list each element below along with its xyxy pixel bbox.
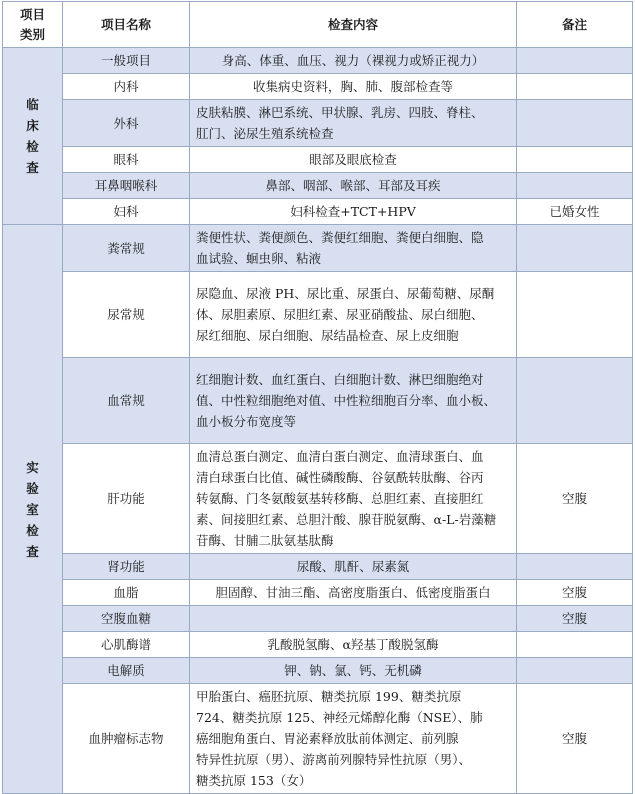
exam-items-table	[2, 1, 633, 794]
table-row	[3, 74, 633, 100]
item-content: 甲胎蛋白、癌胚抗原、糖类抗原 199、糖类抗原 724、糖类抗原 125、神经元烯醇化酶（NSE）、肺 癌细胞角蛋白、胃泌素释放肽前体测定、前列腺 特异性抗原（男）、游离前列腺特异性抗原（男）、 糖类抗原 153（女）	[190, 684, 517, 794]
item-note	[517, 100, 633, 147]
item-content: 尿隐血、尿液 PH、尿比重、尿蛋白、尿葡萄糖、尿酮 体、尿胆素原、尿胆红素、尿亚硝酸盐、尿白细胞、 尿红细胞、尿白细胞、尿结晶检查、尿上皮细胞	[190, 272, 517, 358]
item-content: 粪便性状、粪便颜色、粪便红细胞、粪便白细胞、隐 血试验、蛔虫卵、粘液	[190, 225, 517, 272]
item-content: 尿酸、肌酐、尿素氮	[190, 554, 517, 580]
item-content: 乳酸脱氢酶、α羟基丁酸脱氢酶	[190, 632, 517, 658]
item-note	[517, 74, 633, 100]
item-note	[517, 48, 633, 74]
item-name: 血常规	[63, 358, 190, 444]
item-name: 耳鼻咽喉科	[63, 173, 190, 199]
table-row	[3, 147, 633, 173]
item-name: 肝功能	[63, 444, 190, 554]
item-name: 肾功能	[63, 554, 190, 580]
table-row	[3, 100, 633, 147]
item-name: 粪常规	[63, 225, 190, 272]
item-content: 胆固醇、甘油三酯、高密度脂蛋白、低密度脂蛋白	[190, 580, 517, 606]
table-row	[3, 272, 633, 358]
item-note	[517, 554, 633, 580]
item-content: 眼部及眼底检查	[190, 147, 517, 173]
item-content: 收集病史资料，胸、肺、腹部检查等	[190, 74, 517, 100]
item-note	[517, 173, 633, 199]
item-note	[517, 147, 633, 173]
item-name: 内科	[63, 74, 190, 100]
item-name: 眼科	[63, 147, 190, 173]
item-content: 妇科检查+TCT+HPV	[190, 199, 517, 225]
category-laboratory: 实 验 室 检 查	[3, 225, 63, 794]
item-note: 已婚女性	[517, 199, 633, 225]
header-row	[3, 2, 633, 48]
item-content: 血清总蛋白测定、血清白蛋白测定、血清球蛋白、血 清白球蛋白比值、碱性磷酸酶、谷氨酰转肽酶、谷丙 转氨酶、门冬氨酸氨基转移酶、总胆红素、直接胆红 素、间接胆红素、总胆汁酸、腺苷脱氨酶、α-L-岩藻糖 苷酶、甘脯二肽氨基肽酶	[190, 444, 517, 554]
table-row	[3, 225, 633, 272]
table-row	[3, 632, 633, 658]
table-row	[3, 580, 633, 606]
table-row	[3, 358, 633, 444]
item-note	[517, 272, 633, 358]
header-category: 项目 类别	[3, 2, 63, 48]
item-note	[517, 225, 633, 272]
category-clinical: 临 床 检 查	[3, 48, 63, 225]
table-row	[3, 48, 633, 74]
item-content: 鼻部、咽部、喉部、耳部及耳疾	[190, 173, 517, 199]
item-name: 外科	[63, 100, 190, 147]
item-name: 尿常规	[63, 272, 190, 358]
table-row	[3, 444, 633, 554]
table-row	[3, 684, 633, 794]
item-content: 皮肤粘膜、淋巴系统、甲状腺、乳房、四肢、脊柱、 肛门、泌尿生殖系统检查	[190, 100, 517, 147]
item-note: 空腹	[517, 580, 633, 606]
table-row	[3, 658, 633, 684]
item-note	[517, 632, 633, 658]
item-note	[517, 358, 633, 444]
table-row	[3, 606, 633, 632]
item-name: 电解质	[63, 658, 190, 684]
item-name: 妇科	[63, 199, 190, 225]
header-name: 项目名称	[63, 2, 190, 48]
item-name: 血脂	[63, 580, 190, 606]
header-note: 备注	[517, 2, 633, 48]
item-name: 空腹血糖	[63, 606, 190, 632]
item-content: 钾、钠、氯、钙、无机磷	[190, 658, 517, 684]
item-name: 血肿瘤标志物	[63, 684, 190, 794]
table-row	[3, 554, 633, 580]
table-row	[3, 199, 633, 225]
header-content: 检查内容	[190, 2, 517, 48]
item-note: 空腹	[517, 684, 633, 794]
item-note: 空腹	[517, 606, 633, 632]
item-name: 一般项目	[63, 48, 190, 74]
item-name: 心肌酶谱	[63, 632, 190, 658]
item-content: 身高、体重、血压、视力（裸视力或矫正视力）	[190, 48, 517, 74]
item-note	[517, 658, 633, 684]
item-note: 空腹	[517, 444, 633, 554]
table-row	[3, 173, 633, 199]
item-content	[190, 606, 517, 632]
item-content: 红细胞计数、血红蛋白、白细胞计数、淋巴细胞绝对 值、中性粒细胞绝对值、中性粒细胞百分率、血小板、 血小板分布宽度等	[190, 358, 517, 444]
